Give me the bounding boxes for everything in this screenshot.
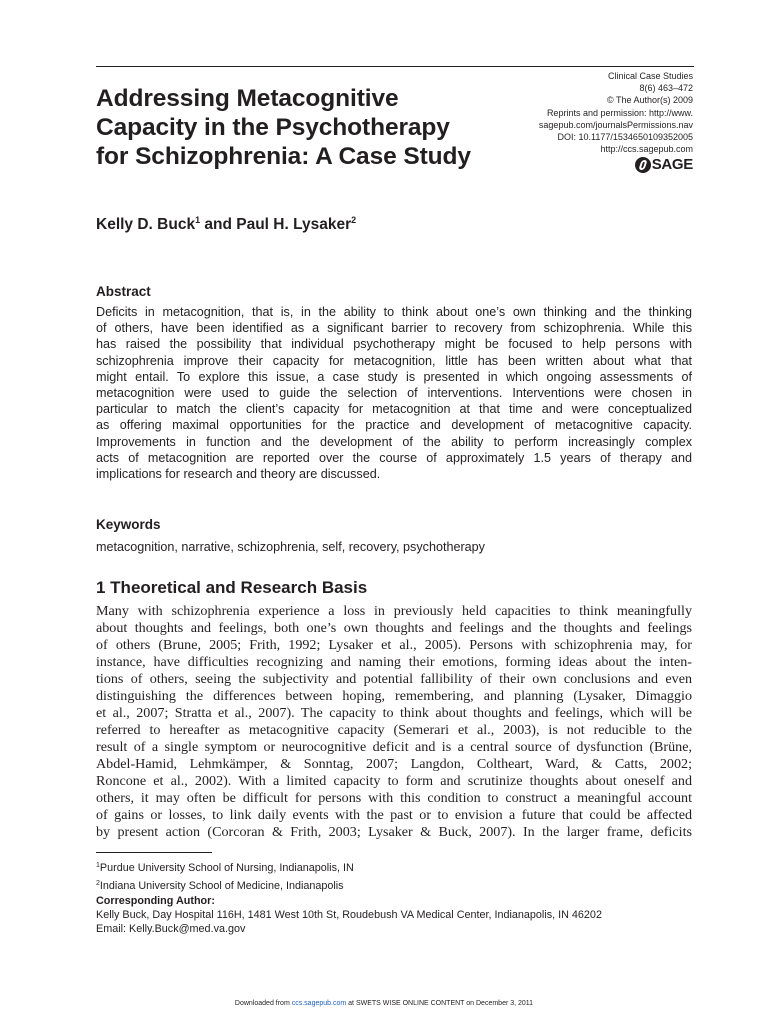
body-line: of gains or losses, to link daily events with the past or to envision a future that could be affected — [96, 807, 692, 823]
journal-info — [453, 70, 693, 173]
body-line: Abdel-Hamid, Lehmkämper, & Sonntag, 2007; Langdon, Coltheart, Ward, & Catts, 2002; — [96, 756, 692, 772]
title-line: Addressing Metacognitive — [96, 85, 399, 112]
corresponding-email[interactable]: Email: Kelly.Buck@med.va.gov — [96, 923, 246, 935]
affil-text: Purdue University School of Nursing, Indianapolis, IN — [99, 862, 354, 874]
body-line: referred to hereafter as metacognitive capacity (Semerari et al., 2003), is not reducible to the — [96, 722, 692, 738]
author-1: Kelly D. Buck — [96, 216, 196, 233]
body-line: Many with schizophrenia experience a loss in previously held capacities to think meaningfully — [96, 603, 692, 619]
abstract-line: schizophrenia improve their capacity for metacognition, little has been written about what that — [96, 353, 692, 368]
affiliation-2 — [96, 876, 354, 894]
body-line: Roncone et al., 2002). With a limited capacity to form and scrutinize thoughts about oneself and — [96, 773, 692, 789]
keywords-heading: Keywords — [96, 517, 161, 532]
journal-name: Clinical Case Studies — [607, 71, 693, 81]
affiliations — [96, 858, 354, 894]
download-link[interactable]: ccs.sagepub.com — [291, 1000, 347, 1007]
abstract-line: has raised the possibility that individual psychotherapy might be focused to help persons with — [96, 337, 692, 352]
download-notice — [0, 1000, 768, 1007]
download-suffix: at SWETS WISE ONLINE CONTENT on December 3, 2011 — [346, 1000, 534, 1007]
copyright: © The Author(s) 2009 — [606, 95, 693, 106]
affiliation-1 — [96, 858, 354, 876]
abstract-body — [96, 304, 692, 482]
author-2-affil: 2 — [351, 215, 357, 225]
keywords-list: metacognition, narrative, schizophrenia, self, recovery, psychotherapy — [96, 540, 485, 554]
footnote-rule — [96, 852, 212, 853]
affil-num: 2 — [96, 880, 100, 887]
abstract-line: particular to match the client’s capacity for metacognition at that time and were conceptualized — [96, 402, 692, 417]
abstract-heading: Abstract — [96, 284, 151, 299]
author-line — [96, 215, 356, 234]
body-line: result of a single symptom or neurocognitive deficit and is a central source of dysfunction (Brüne, — [96, 739, 692, 755]
body-line: et al., 2007; Stratta et al., 2007). The capacity to think about thoughts and feelings, which will be — [96, 705, 692, 721]
body-line: others, it may often be difficult for persons with this condition to construct a meaningful account — [96, 790, 692, 806]
section-heading: 1 Theoretical and Research Basis — [96, 578, 368, 597]
abstract-line: might entail. To explore this issue, a case study is presented in which ongoing assessments of — [96, 369, 692, 384]
sage-mark-icon — [635, 157, 651, 173]
abstract-line: implications for research and theory are discussed. — [96, 467, 381, 482]
section-body — [96, 603, 692, 841]
author-2: Paul H. Lysaker — [236, 216, 352, 233]
sage-logo — [453, 157, 693, 173]
body-line: of others (Brune, 2005; Frith, 1992; Lysaker et al., 2005). Persons with schizophrenia may, for — [96, 637, 692, 653]
body-line: tions of others, seeing the subjectivity and potential fallibility of their own conclusions and even — [96, 671, 692, 687]
publisher-name: SAGE — [651, 156, 693, 174]
permissions-url[interactable]: sagepub.com/journalsPermissions.nav — [538, 119, 693, 130]
body-line: by present action (Corcoran & Frith, 2003; Lysaker & Buck, 2007). In the larger frame, deficits — [96, 824, 692, 840]
reprints-line: Reprints and permission: http://www. — [546, 107, 693, 118]
body-line: distinguishing the differences between hoping, remembering, and planning (Lysaker, Dimaggio — [96, 688, 692, 704]
corresponding-label: Corresponding Author: — [96, 895, 215, 907]
abstract-line: Improvements in function and the development of the ability to perform increasingly complex — [96, 434, 692, 449]
abstract-line: metacognition were used to guide the selection of interventions. Interventions were chosen in — [96, 386, 692, 401]
body-line: instance, have difficulties recognizing and naming their emotions, forming ideas about the inten- — [96, 654, 692, 670]
title-line: for Schizophrenia: A Case Study — [96, 143, 471, 170]
corresponding-address: Kelly Buck, Day Hospital 116H, 1481 West 10th St, Roudebush VA Medical Center, Indianapolis, IN 46202 — [96, 909, 602, 921]
author-conj: and — [200, 216, 237, 233]
title-line: Capacity in the Psychotherapy — [96, 114, 450, 141]
author-1-affil: 1 — [195, 215, 201, 225]
abstract-line: Deficits in metacognition, that is, in the ability to think about one’s own thinking and the thinking — [96, 305, 692, 319]
header-rule — [96, 66, 694, 67]
journal-url[interactable]: http://ccs.sagepub.com — [600, 144, 693, 155]
abstract-line: acts of metacognition are reported over the course of approximately 1.5 years of therapy and — [96, 450, 692, 465]
corresponding-author — [96, 894, 602, 936]
affil-num: 1 — [96, 862, 100, 869]
body-line: about thoughts and feelings, both one’s own thoughts and feelings and the thoughts and feelings — [96, 620, 692, 636]
abstract-line: as offering maximal opportunities for the practice and development of metacognitive capacity. — [96, 418, 692, 433]
journal-volume: 8(6) 463–472 — [639, 83, 693, 94]
affil-text: Indiana University School of Medicine, Indianapolis — [99, 880, 344, 892]
download-prefix: Downloaded from — [234, 1000, 292, 1007]
doi[interactable]: DOI: 10.1177/1534650109352005 — [557, 132, 693, 143]
abstract-line: of others, have been identified as a significant barrier to recovery from schizophrenia. While this — [96, 321, 692, 336]
